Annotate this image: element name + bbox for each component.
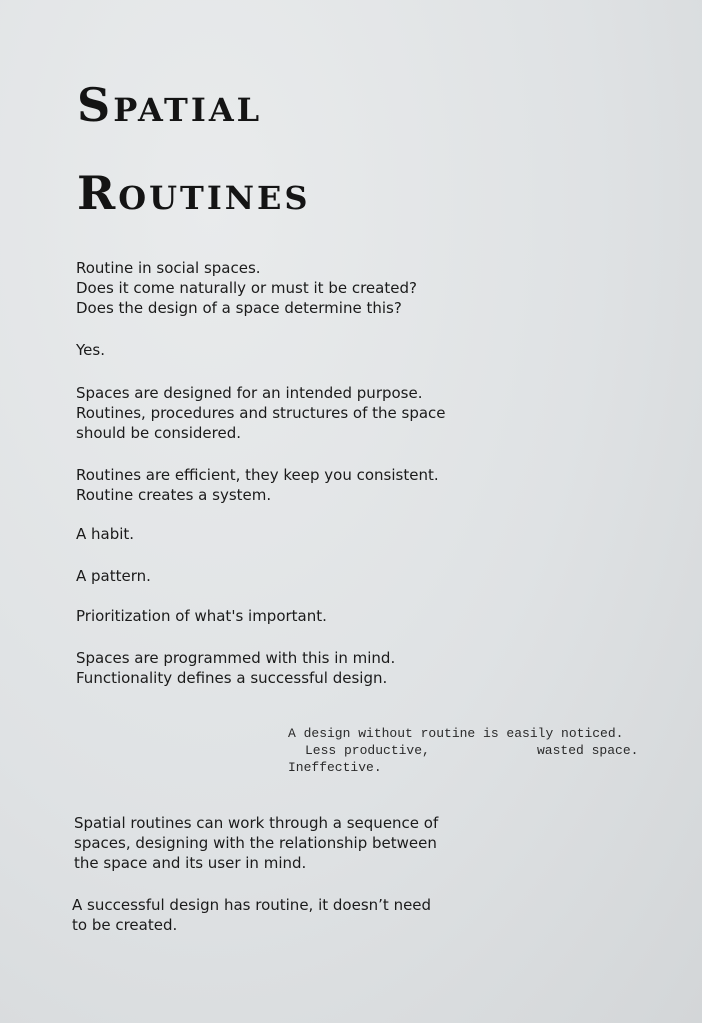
conclusion-line: A successful design has routine, it doesn’t need [72,896,432,914]
conclusion-paragraph [72,895,431,935]
habit-paragraph [76,524,134,544]
efficient-line: Routines are efficient, they keep you consistent. [76,466,439,484]
typewriter-line-2a: Less productive, [305,743,430,758]
purpose-line: Routines, procedures and structures of the space [76,404,446,422]
title-line-2: Routines [77,166,311,220]
yes-line: Yes. [76,341,105,359]
pattern-line: A pattern. [76,567,151,585]
intro-paragraph [76,258,417,318]
intro-line: Does it come naturally or must it be created? [76,279,417,297]
conclusion-line: to be created. [72,916,178,934]
typewriter-line-1: A design without routine is easily noticed. [288,726,624,741]
prioritization-line: Prioritization of what's important. [76,607,327,625]
purpose-paragraph [76,383,446,443]
sequence-line: spaces, designing with the relationship between [74,834,437,852]
programmed-line: Spaces are programmed with this in mind. [76,649,396,667]
programmed-line: Functionality defines a successful design. [76,669,388,687]
purpose-line: Spaces are designed for an intended purpose. [76,384,423,402]
title-line-1: Spatial [77,78,263,132]
purpose-line: should be considered. [76,424,241,442]
sequence-line: Spatial routines can work through a sequence of [74,814,439,832]
intro-line: Does the design of a space determine this? [76,299,402,317]
yes-paragraph [76,340,105,360]
habit-line: A habit. [76,525,135,543]
programmed-paragraph [76,648,395,688]
prioritization-paragraph [76,606,327,626]
sequence-paragraph [74,813,438,873]
efficient-line: Routine creates a system. [76,486,272,504]
pattern-paragraph [76,566,151,586]
efficient-paragraph [76,465,439,505]
typewriter-line-2b: wasted space. [537,743,639,758]
typewriter-line-3: Ineffective. [288,760,382,775]
intro-line: Routine in social spaces. [76,259,261,277]
sequence-line: the space and its user in mind. [74,854,307,872]
